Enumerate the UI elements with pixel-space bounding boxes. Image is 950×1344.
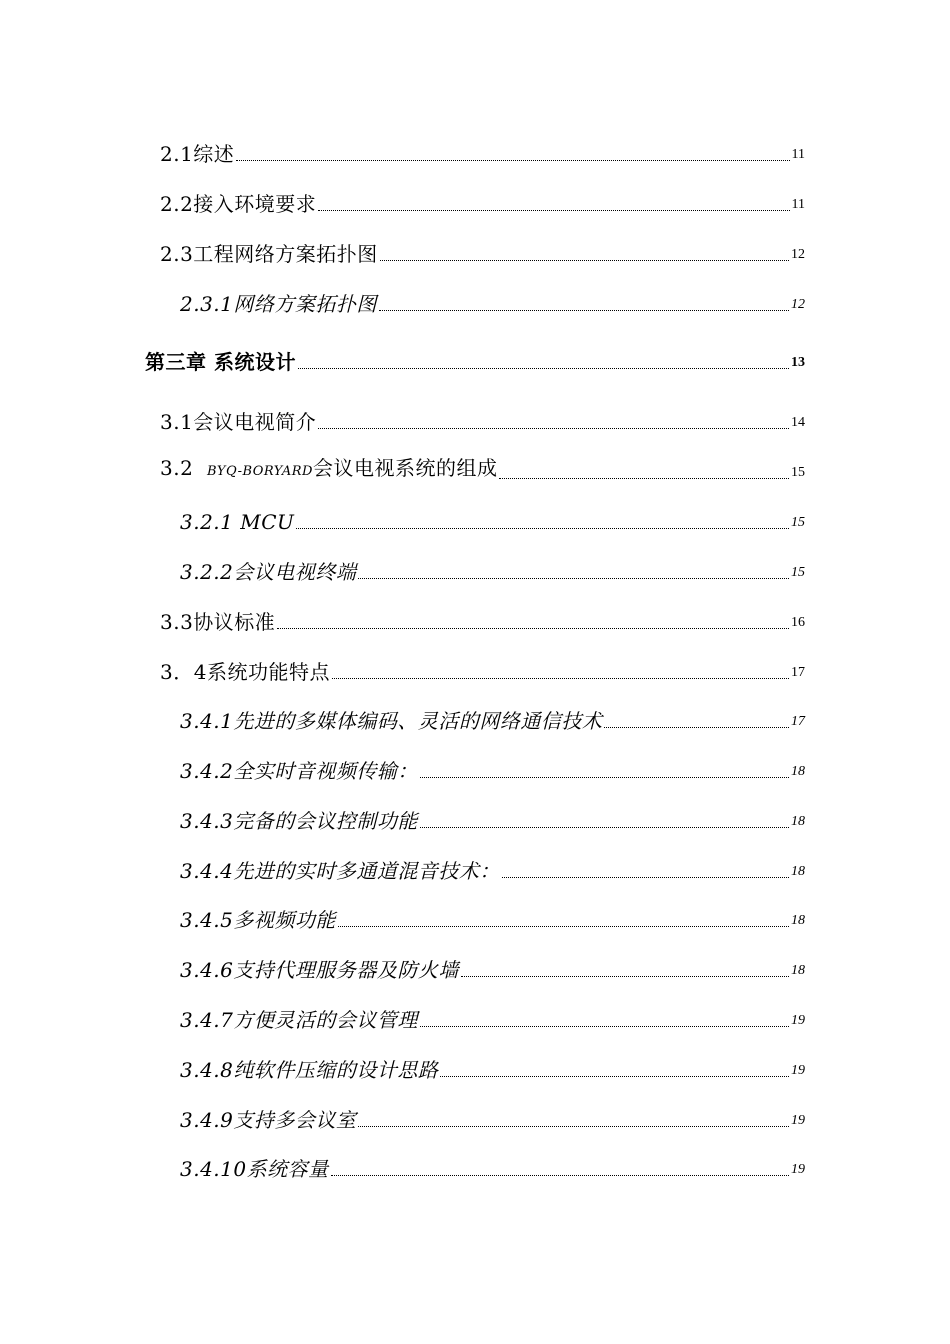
toc-dot-leader [296,527,789,529]
toc-entry-title: 2.3.1网络方案拓扑图 [180,292,377,316]
toc-entry-title: 3.2.2会议电视终端 [180,560,357,584]
toc-dot-leader [358,577,789,579]
toc-dot-leader [379,309,789,311]
toc-entry-title: 3.4.8纯软件压缩的设计思路 [180,1058,439,1082]
toc-entry-2-2[interactable] [160,186,805,216]
toc-entry-title: 3.2.1 MCU [180,510,295,534]
toc-entry-3-4-3[interactable] [180,803,805,833]
toc-entry-3-4-8[interactable] [180,1052,805,1082]
toc-page-number: 18 [791,963,805,978]
toc-entry-title: 3.4.1先进的多媒体编码、灵活的网络通信技术 [180,709,603,733]
toc-page-number: 12 [791,297,805,312]
toc-entry-3-4-5[interactable] [180,902,805,932]
toc-entry-text: 会议电视系统的组成 [312,456,498,480]
toc-dot-leader [318,209,789,211]
toc-dot-leader [420,826,789,828]
toc-entry-3-2-1[interactable] [180,504,805,534]
toc-page-number: 18 [791,913,805,928]
toc-entry-3-4[interactable] [160,654,805,684]
toc-page-number: 18 [791,864,805,879]
toc-entry-3-4-1[interactable] [180,703,805,733]
toc-entry-3-4-6[interactable] [180,952,805,982]
toc-entry-3-3[interactable] [160,604,805,634]
toc-dot-leader [440,1075,789,1077]
toc-entry-title: 2.3工程网络方案拓扑图 [160,242,378,266]
toc-dot-leader [318,427,789,429]
toc-entry-3-4-2[interactable] [180,753,805,783]
toc-entry-title: 3.3协议标准 [160,610,276,634]
toc-page-number: 18 [791,814,805,829]
toc-entry-title: 3.4.2全实时音视频传输： [180,759,418,783]
toc-dot-leader [502,876,789,878]
toc-entry-3-2-2[interactable] [180,554,805,584]
toc-entry-title: 2.2接入环境要求 [160,192,317,216]
toc-page-number: 19 [791,1162,805,1177]
toc-entry-title: 3．4系统功能特点 [160,660,330,684]
toc-page-number: 15 [791,515,805,530]
toc-page-number: 11 [791,147,805,162]
toc-dot-leader [380,259,789,261]
toc-entry-3-1[interactable] [160,404,805,434]
toc-entry-title: 3.1会议电视简介 [160,410,317,434]
toc-page-number: 11 [791,197,805,212]
toc-dot-leader [277,627,789,629]
toc-page-number: 18 [791,764,805,779]
toc-entry-title: 3.4.10系统容量 [180,1157,329,1181]
toc-dot-leader [298,367,789,369]
toc-page-number: 19 [791,1113,805,1128]
toc-entry-2-3-1[interactable] [180,286,805,316]
toc-dot-leader [338,925,789,927]
toc-page-number: 17 [791,665,805,680]
toc-entry-brand: BYQ-BORYARD [207,464,313,479]
toc-entry-title: 3.4.7方便灵活的会议管理 [180,1008,418,1032]
toc-entry-number: 3.2 [160,456,208,480]
toc-dot-leader [420,1025,789,1027]
toc-page-number: 17 [791,714,805,729]
toc-entry-title: 3.4.5多视频功能 [180,908,336,932]
toc-dot-leader [461,975,789,977]
toc-dot-leader [358,1125,789,1127]
toc-entry-title: 3.4.6支持代理服务器及防火墙 [180,958,459,982]
toc-entry-title: 3.4.9支持多会议室 [180,1108,357,1132]
toc-page-number: 19 [791,1063,805,1078]
toc-page-number: 16 [791,615,805,630]
toc-dot-leader [236,159,789,161]
toc-entry-2-1[interactable] [160,136,805,166]
toc-entry-2-3[interactable] [160,236,805,266]
toc-entry-title [160,456,497,484]
toc-entry-chapter-3[interactable] [145,344,805,374]
toc-chapter-title: 第三章 系统设计 [145,350,296,374]
toc-dot-leader [420,776,789,778]
toc-dot-leader [499,477,789,479]
toc-entry-3-4-7[interactable] [180,1002,805,1032]
toc-dot-leader [331,1174,789,1176]
toc-page-number: 13 [791,355,805,370]
toc-dot-leader [604,726,789,728]
toc-page-number: 14 [791,415,805,430]
toc-entry-title: 3.4.4先进的实时多通道混音技术： [180,859,500,883]
toc-entry-title: 3.4.3完备的会议控制功能 [180,809,418,833]
toc-page-number: 19 [791,1013,805,1028]
toc-page-number: 15 [791,465,805,480]
toc-entry-3-4-10[interactable] [180,1151,805,1181]
toc-entry-3-2[interactable] [160,454,805,484]
toc-page-number: 15 [791,565,805,580]
toc-dot-leader [332,677,789,679]
toc-page-number: 12 [791,247,805,262]
toc-entry-title: 2.1综述 [160,142,235,166]
toc-entry-3-4-9[interactable] [180,1102,805,1132]
toc-entry-3-4-4[interactable] [180,853,805,883]
